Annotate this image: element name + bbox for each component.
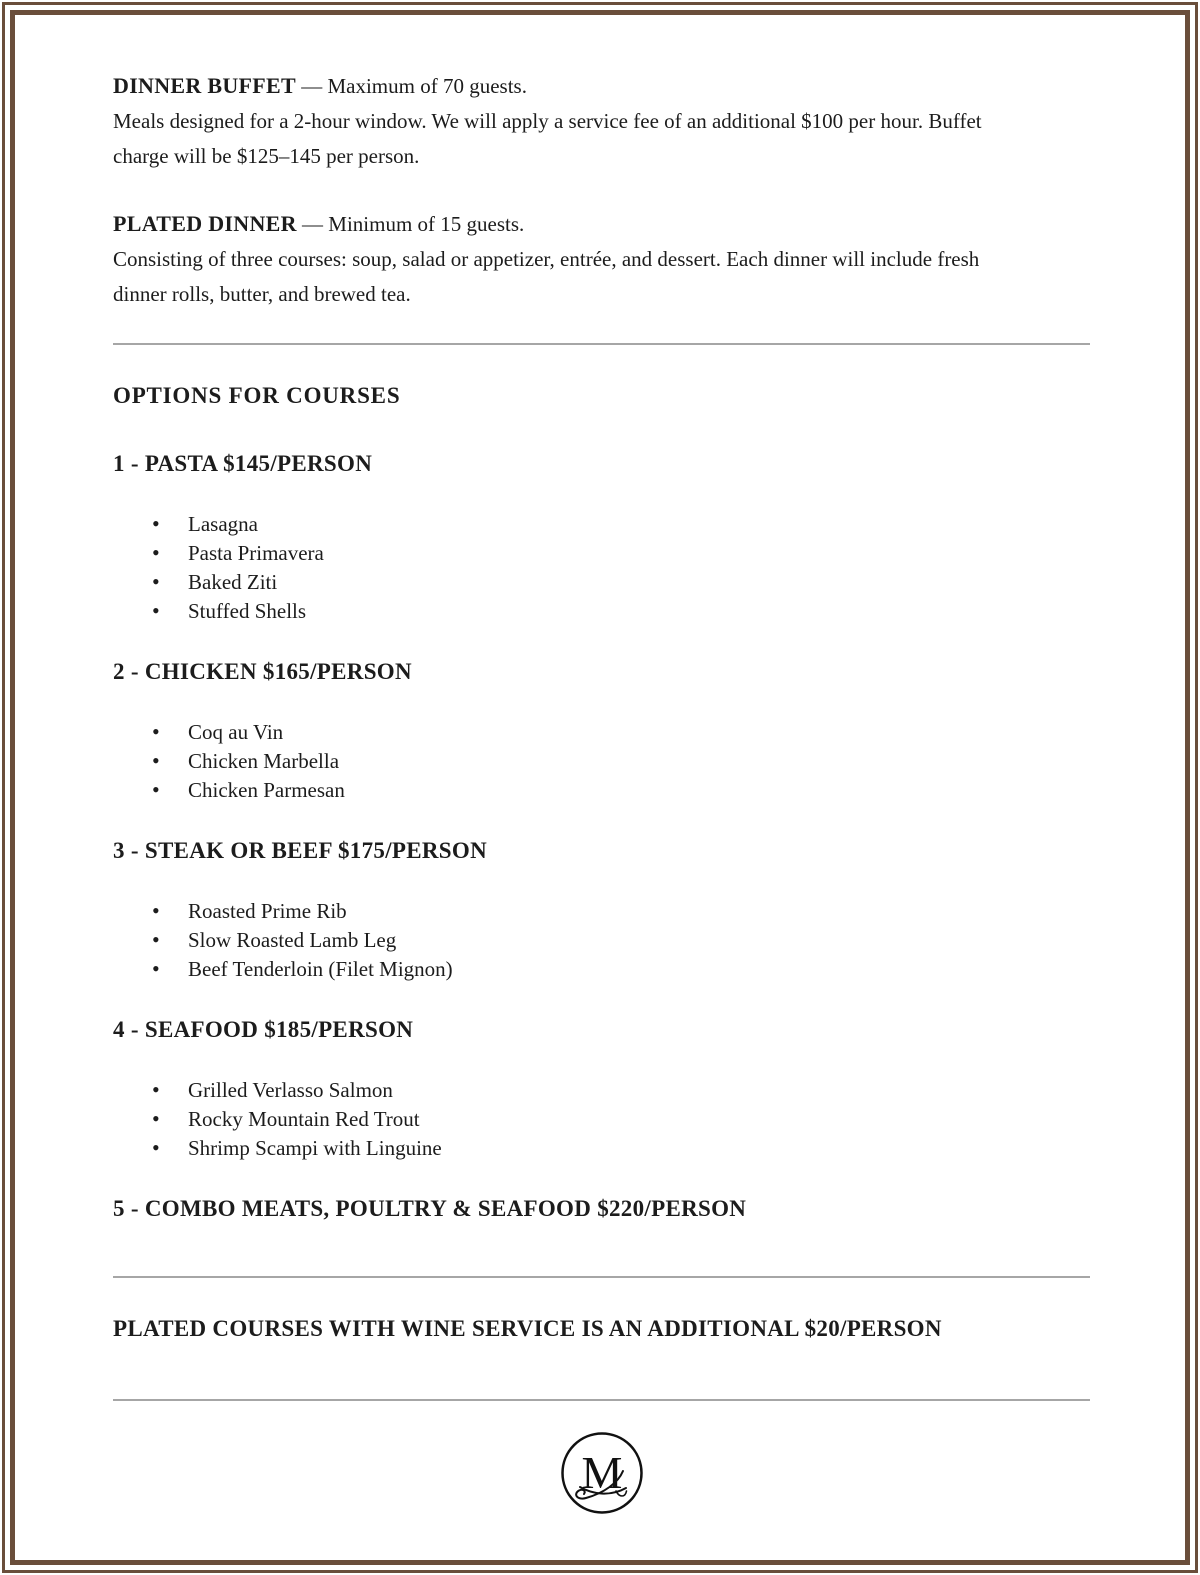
divider-rule-bottom xyxy=(113,1399,1090,1401)
wine-service-note: PLATED COURSES WITH WINE SERVICE IS AN ADDITIONAL $20/PERSON xyxy=(113,1316,942,1341)
course-list-seafood xyxy=(113,1076,1090,1163)
course-heading-pasta: 1 - PASTA $145/PERSON xyxy=(113,451,373,476)
bullet-icon: • xyxy=(152,777,160,802)
menu-item xyxy=(152,926,1090,955)
menu-item xyxy=(152,776,1090,805)
bullet-icon: • xyxy=(152,569,160,594)
course-list-pasta xyxy=(113,510,1090,626)
menu-item-label: Roasted Prime Rib xyxy=(188,899,347,923)
divider-rule-middle xyxy=(113,1276,1090,1278)
menu-item xyxy=(152,897,1090,926)
course-list-chicken xyxy=(113,718,1090,805)
bullet-icon: • xyxy=(152,598,160,623)
monogram-logo-icon xyxy=(560,1431,644,1515)
bullet-icon: • xyxy=(152,1106,160,1131)
bullet-icon: • xyxy=(152,927,160,952)
divider-rule-top xyxy=(113,343,1090,345)
bullet-icon: • xyxy=(152,898,160,923)
course-heading-seafood: 4 - SEAFOOD $185/PERSON xyxy=(113,1017,414,1042)
course-list-steak-beef xyxy=(113,897,1090,984)
dinner-buffet-subtitle: — Maximum of 70 guests. xyxy=(295,74,527,98)
plated-dinner-intro xyxy=(113,206,1035,312)
plated-dinner-title: PLATED DINNER xyxy=(113,211,297,236)
menu-item-label: Beef Tenderloin (Filet Mignon) xyxy=(188,957,453,981)
menu-item xyxy=(152,1105,1090,1134)
plated-dinner-description: Consisting of three courses: soup, salad or appetizer, entrée, and dessert. Each dinner will include fresh dinner rolls, butter, and brewed tea. xyxy=(113,247,980,306)
menu-item-label: Chicken Marbella xyxy=(188,749,340,773)
bullet-icon: • xyxy=(152,1135,160,1160)
dinner-buffet-headline xyxy=(113,68,1035,104)
menu-item-label: Slow Roasted Lamb Leg xyxy=(188,928,397,952)
menu-item xyxy=(152,1076,1090,1105)
dinner-buffet-title: DINNER BUFFET xyxy=(113,73,296,98)
menu-item xyxy=(152,747,1090,776)
menu-item-label: Pasta Primavera xyxy=(188,541,324,565)
menu-item-label: Lasagna xyxy=(188,512,258,536)
footer-logo xyxy=(113,1431,1090,1515)
bullet-icon: • xyxy=(152,1077,160,1102)
bullet-icon: • xyxy=(152,719,160,744)
menu-item xyxy=(152,568,1090,597)
course-heading-chicken: 2 - CHICKEN $165/PERSON xyxy=(113,659,412,684)
menu-item-label: Rocky Mountain Red Trout xyxy=(188,1107,420,1131)
course-heading-combo: 5 - COMBO MEATS, POULTRY & SEAFOOD $220/PERSON xyxy=(113,1196,747,1221)
course-heading-steak-beef: 3 - STEAK OR BEEF $175/PERSON xyxy=(113,838,487,863)
options-section-title: OPTIONS FOR COURSES xyxy=(113,383,401,408)
menu-item xyxy=(152,539,1090,568)
menu-item-label: Grilled Verlasso Salmon xyxy=(188,1078,393,1102)
menu-item-label: Baked Ziti xyxy=(188,570,278,594)
menu-item xyxy=(152,510,1090,539)
menu-item xyxy=(152,718,1090,747)
bullet-icon: • xyxy=(152,511,160,536)
dinner-buffet-intro xyxy=(113,68,1035,174)
bullet-icon: • xyxy=(152,748,160,773)
menu-item xyxy=(152,1134,1090,1163)
dinner-buffet-description: Meals designed for a 2-hour window. We will apply a service fee of an additional $100 per hour. Buffet charge will be $125–145 per person. xyxy=(113,109,982,168)
bullet-icon: • xyxy=(152,956,160,981)
menu-item-label: Shrimp Scampi with Linguine xyxy=(188,1136,442,1160)
monogram-letter: M xyxy=(581,1447,622,1498)
menu-item-label: Coq au Vin xyxy=(188,720,284,744)
plated-dinner-headline xyxy=(113,206,1035,242)
menu-item-label: Stuffed Shells xyxy=(188,599,307,623)
menu-item xyxy=(152,955,1090,984)
plated-dinner-subtitle: — Minimum of 15 guests. xyxy=(296,212,525,236)
menu-item-label: Chicken Parmesan xyxy=(188,778,345,802)
bullet-icon: • xyxy=(152,540,160,565)
menu-item xyxy=(152,597,1090,626)
